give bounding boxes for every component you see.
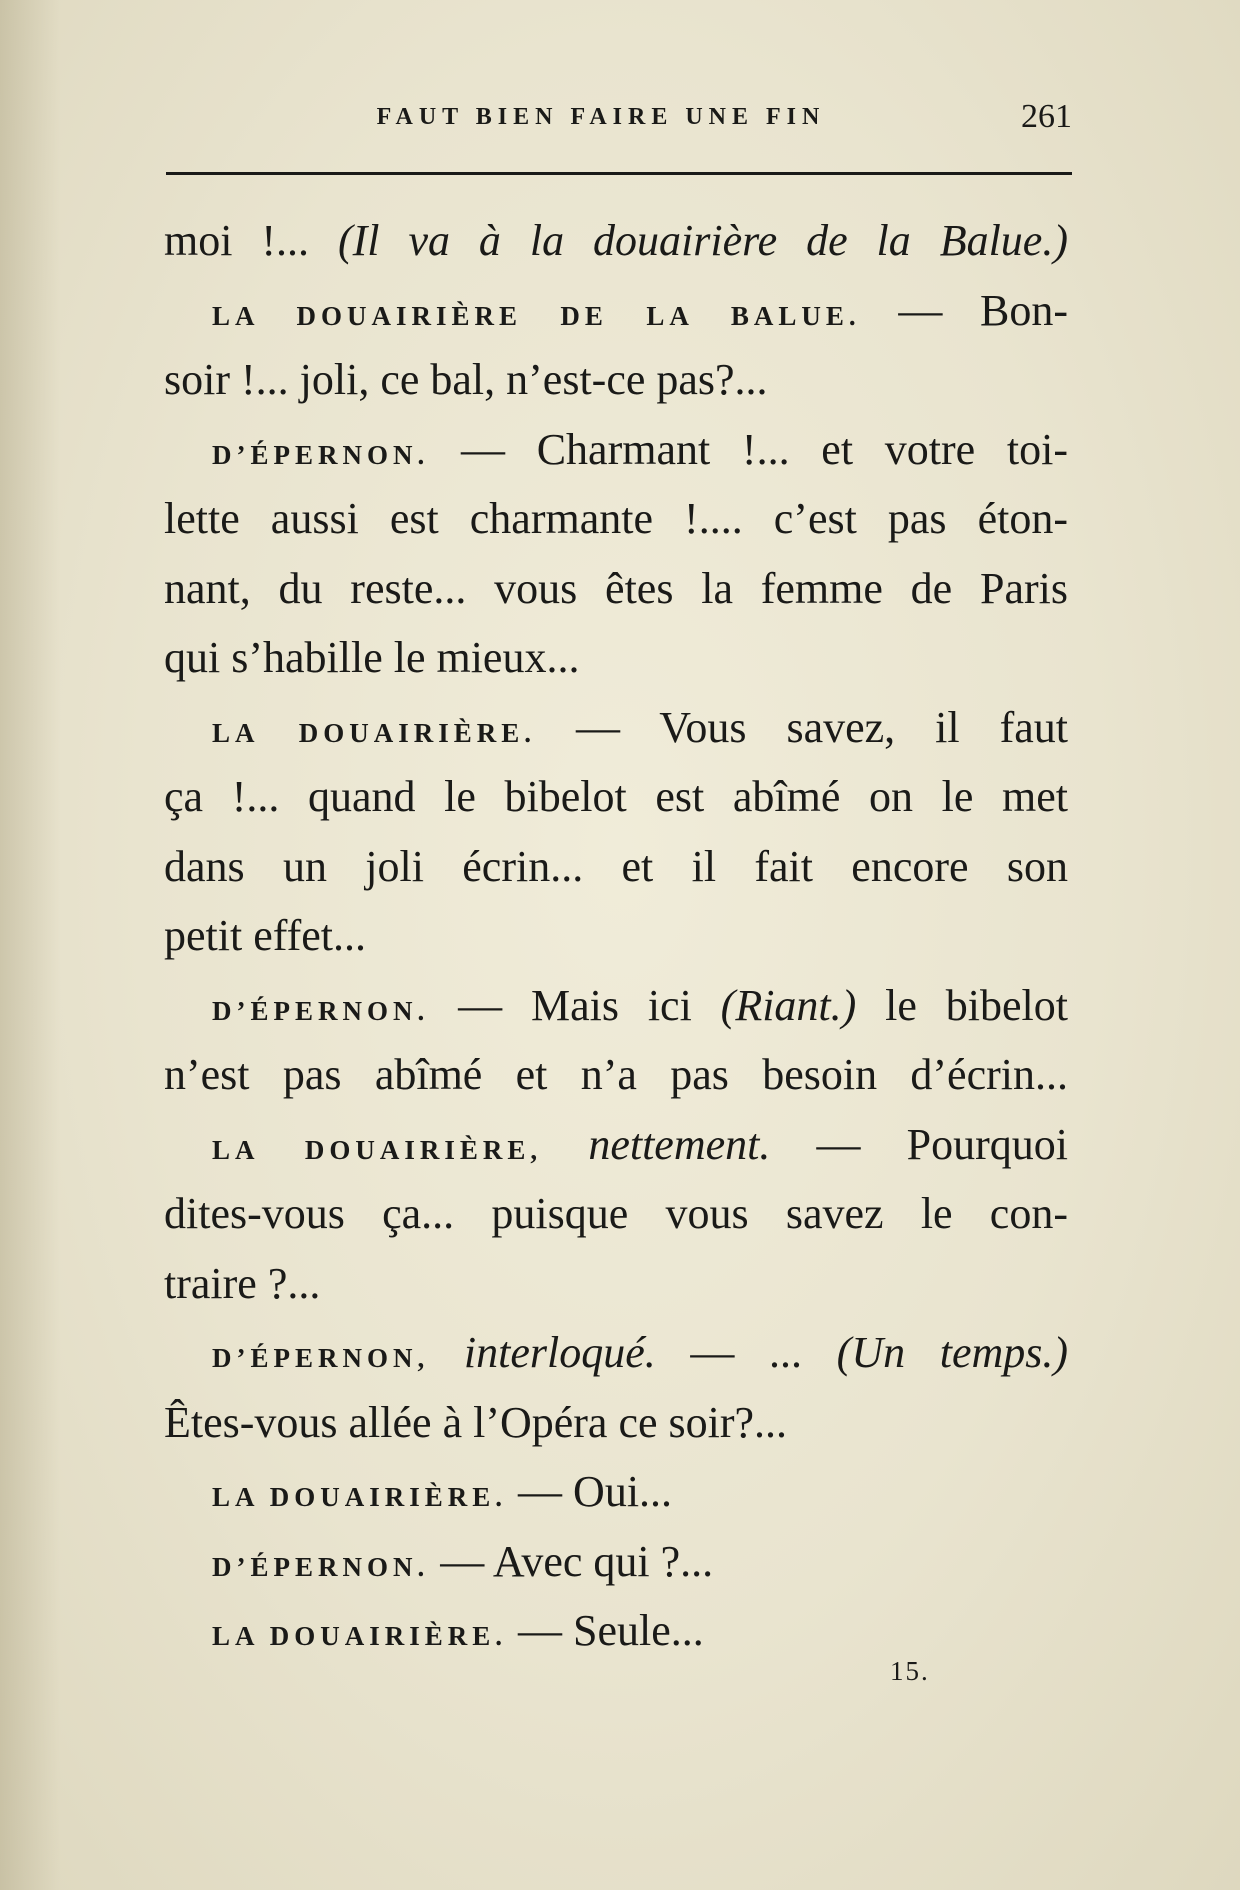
text-line: dites-vous ça... puisque vous savez le con-: [164, 1189, 1068, 1238]
text-line: D’ÉPERNON, interloqué. — ... (Un temps.): [212, 1328, 1069, 1377]
text-line: LA DOUAIRIÈRE DE LA BALUE. — Bon-: [212, 285, 1069, 335]
speaker-name: D’ÉPERNON,: [212, 1343, 430, 1373]
dialogue-text: [164, 206, 1068, 1666]
stage-direction: (Un temps.): [836, 1328, 1069, 1377]
text-line: n’est pas abîmé et n’a pas besoin d’écrin...: [164, 1050, 1068, 1099]
speaker-name: LA DOUAIRIÈRE.: [212, 1482, 508, 1512]
text-line: ça !... quand le bibelot est abîmé on le met: [164, 772, 1068, 821]
stage-direction: nettement.: [588, 1119, 771, 1169]
stage-direction: (Il va à la douairière de la Balue.): [337, 216, 1068, 265]
speaker-name: D’ÉPERNON.: [212, 995, 430, 1026]
page-number: 261: [1021, 98, 1072, 135]
running-title: FAUT BIEN FAIRE UNE FIN: [376, 104, 826, 130]
speaker-name: LA DOUAIRIÈRE.: [212, 1621, 508, 1651]
text-line: qui s’habille le mieux...: [164, 633, 580, 682]
stage-direction: (Riant.): [720, 980, 857, 1030]
text-line: LA DOUAIRIÈRE. — Vous savez, il faut: [212, 702, 1069, 752]
page-gutter-shadow: [0, 0, 60, 1890]
text-line: D’ÉPERNON. — Avec qui ?...: [212, 1536, 714, 1586]
text-line: D’ÉPERNON. — Mais ici (Riant.) le bibelot: [212, 980, 1068, 1030]
text-line: dans un joli écrin... et il fait encore son: [164, 841, 1068, 891]
speaker-name: LA DOUAIRIÈRE.: [212, 717, 537, 748]
text-line: LA DOUAIRIÈRE. — Seule...: [212, 1606, 704, 1655]
text-line: traire ?...: [164, 1258, 321, 1308]
text-line: lette aussi est charmante !.... c’est pas éton-: [164, 494, 1068, 543]
text-line: petit effet...: [164, 911, 366, 960]
text-line: nant, du reste... vous êtes la femme de Paris: [164, 563, 1068, 613]
speaker-name: LA DOUAIRIÈRE,: [212, 1134, 543, 1165]
speaker-name: D’ÉPERNON.: [212, 1551, 430, 1582]
text-line: D’ÉPERNON. — Charmant !... et votre toi-: [212, 424, 1069, 474]
running-head: [166, 98, 1072, 142]
signature-mark: 15.: [890, 1656, 930, 1686]
header-rule: [166, 172, 1072, 175]
speaker-name: D’ÉPERNON.: [212, 439, 430, 470]
text-line: Êtes-vous allée à l’Opéra ce soir?...: [164, 1397, 788, 1447]
text-line: moi !... (Il va à la douairière de la Balue.): [164, 216, 1068, 265]
text-line: LA DOUAIRIÈRE, nettement. — Pourquoi: [212, 1119, 1068, 1169]
stage-direction: interloqué.: [463, 1328, 656, 1377]
text-line: LA DOUAIRIÈRE. — Oui...: [212, 1467, 673, 1516]
speaker-name: LA DOUAIRIÈRE DE LA BALUE.: [212, 300, 861, 331]
text-line: soir !... joli, ce bal, n’est-ce pas?...: [164, 355, 768, 404]
